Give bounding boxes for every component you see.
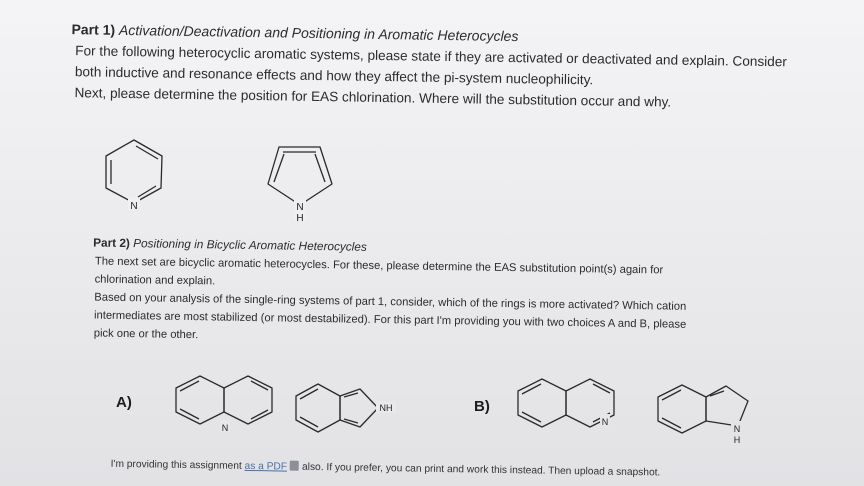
choice-b-label: B)	[474, 398, 490, 415]
part1-line-1: For the following heterocyclic aromatic systems, please state if they are activated or deactivated and explain. Consider	[75, 43, 788, 70]
part1-label: Part 1)	[71, 21, 116, 38]
pyridine-nitrogen: N	[130, 201, 138, 212]
part2-line-3: Based on your analysis of the single-ring systems of part 1, consider, which of the rings is more activated? Which cation	[94, 291, 687, 313]
isoindole-structure	[296, 384, 378, 432]
pyrrole-nitrogen: N	[296, 202, 304, 213]
part2-line-1: The next set are bicyclic aromatic heterocycles. For these, please determine the EAS substitution point(s) again for	[94, 255, 664, 277]
isoindole-nh: NH	[379, 403, 393, 413]
footer-text-after: also. If you prefer, you can print and work this instead. Then upload a snapshot.	[301, 461, 661, 479]
pyrrole-hydrogen: H	[296, 213, 304, 224]
pdf-link[interactable]: as a PDF	[244, 460, 288, 473]
isoquinoline-structure	[518, 379, 614, 427]
pyridine-structure	[106, 140, 162, 203]
quinoline-structure	[176, 376, 272, 424]
indole-nitrogen: N	[733, 424, 741, 434]
choice-a-label: A)	[116, 394, 132, 411]
part2-line-5: pick one or the other.	[93, 327, 199, 342]
isoquinoline-nitrogen: N	[601, 417, 609, 427]
footer-text-before: I'm providing this assignment	[110, 458, 242, 472]
indole-hydrogen: H	[733, 435, 741, 445]
part2-title: Positioning in Bicyclic Aromatic Heterocycles	[133, 236, 367, 254]
quinoline-nitrogen: N	[221, 423, 229, 433]
part2-line-4: intermediates are most stabilized (or most destabilized). For this part I'm providing you with two choices A and B, please	[93, 309, 687, 331]
part2-label: Part 2)	[93, 235, 131, 251]
part1-title: Activation/Deactivation and Positioning in Aromatic Heterocycles	[118, 21, 519, 45]
pyrrole-structure	[268, 147, 332, 205]
part2-line-2: chlorination and explain.	[94, 273, 216, 288]
part1-line-2: both inductive and resonance effects and how they affect the pi-system nucleophilicity.	[74, 64, 594, 88]
part1-line-3: Next, please determine the position for EAS chlorination. Where will the substitution occur and why.	[74, 85, 672, 110]
